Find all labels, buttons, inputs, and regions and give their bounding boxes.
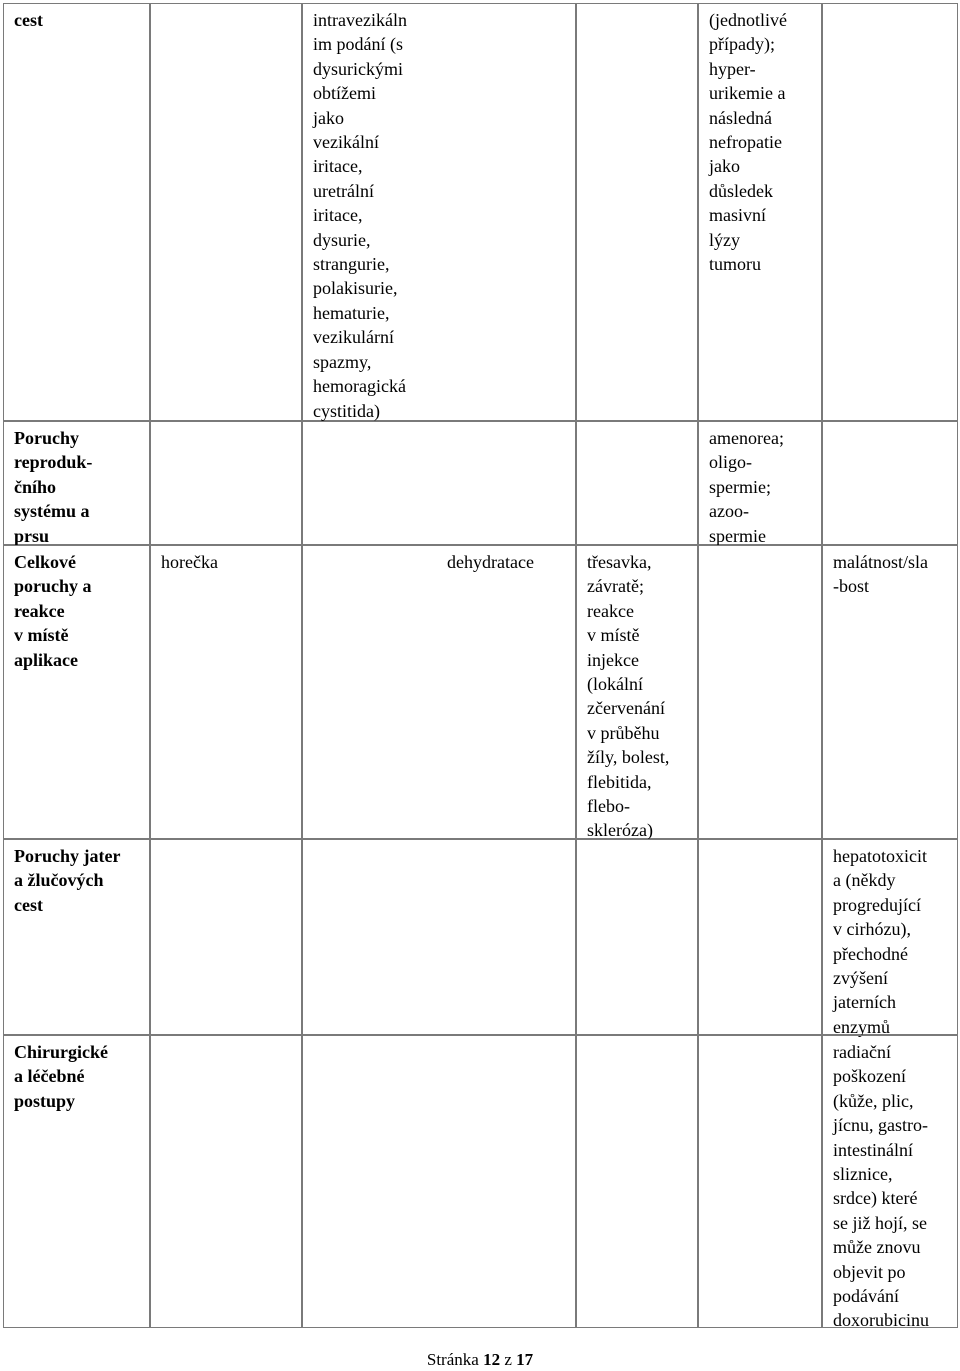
row1-col2-cell: [150, 3, 302, 421]
adverse-effects-table: [3, 3, 958, 1331]
row2-col2-cell: [150, 421, 302, 545]
row3-col6-text: malátnost/sla -bost: [833, 552, 928, 597]
row5-category-cell: [3, 1035, 150, 1328]
row3-col3-cell: [302, 545, 576, 839]
row5-col6-cell: [822, 1035, 958, 1331]
row4-col6-text: hepatotoxicit a (někdy progredující v cirhózu), přechodné zvýšení jaterních enzymů: [833, 846, 927, 1037]
row1-col3-cell: [302, 3, 576, 421]
row4-col2-cell: [150, 839, 302, 1035]
row3-col4-text: třesavka, závratě; reakce v místě injekce (lokální zčervenání v průběhu žíly, bolest, flebitida, flebo- skleróza): [587, 552, 670, 841]
row1-col3-text: intravezikáln im podání (s dysurickými obtížemi jako vezikální iritace, uretrální iritace, dysurie, strangurie, polakisurie, hematurie, vezikulární spazmy, hemoragická cystitida): [313, 10, 407, 421]
current-page-number: 12: [483, 1350, 501, 1369]
row5-col4-cell: [576, 1035, 698, 1328]
row5-col3-cell: [302, 1035, 576, 1328]
row2-col3-cell: [302, 421, 576, 545]
row1-col4-cell: [576, 3, 698, 421]
row4-col6-cell: [822, 839, 958, 1035]
row4-col4-cell: [576, 839, 698, 1035]
row2-col5-text: amenorea; oligo- spermie; azoo- spermie: [709, 428, 784, 546]
row5-col5-cell: [698, 1035, 822, 1328]
row2-col6-cell: [822, 421, 958, 545]
row2-category-label: Poruchy reproduk- čního systému a prsu: [14, 428, 93, 546]
row5-category-label: Chirurgické a léčebné postupy: [14, 1042, 108, 1111]
row4-col5-cell: [698, 839, 822, 1035]
row3-col2-cell: [150, 545, 302, 839]
row1-col5-cell: [698, 3, 822, 421]
row2-col5-cell: [698, 421, 822, 545]
row4-col3-cell: [302, 839, 576, 1035]
row3-col5-cell: [698, 545, 822, 839]
row5-col6-text: radiační poškození (kůže, plic, jícnu, gastro- intestinální sliznice, srdce) které se již hojí, se může znovu objevit po podávání doxorubicinu: [833, 1042, 929, 1331]
row1-col6-cell: [822, 3, 958, 421]
row5-col2-cell: [150, 1035, 302, 1328]
page-footer: [0, 1350, 960, 1370]
row1-category-label: cest: [14, 10, 43, 30]
row4-category-cell: [3, 839, 150, 1035]
row3-category-cell: [3, 545, 150, 839]
row3-col2-text: horečka: [161, 552, 218, 572]
total-page-count: 17: [516, 1350, 534, 1369]
row3-category-label: Celkové poruchy a reakce v místě aplikace: [14, 552, 92, 670]
footer-prefix: Stránka: [426, 1350, 484, 1369]
footer-separator: z: [500, 1350, 517, 1369]
row3-col6-cell: [822, 545, 958, 839]
row3-col3-text: dehydratace: [447, 552, 534, 572]
row3-col4-cell: [576, 545, 698, 839]
row4-category-label: Poruchy jater a žlučových cest: [14, 846, 121, 915]
row1-category-cell: [3, 3, 150, 421]
row1-col5-text: (jednotlivé případy); hyper- urikemie a následná nefropatie jako důsledek masivní lýzy tumoru: [709, 10, 787, 275]
row2-category-cell: [3, 421, 150, 545]
row2-col4-cell: [576, 421, 698, 545]
